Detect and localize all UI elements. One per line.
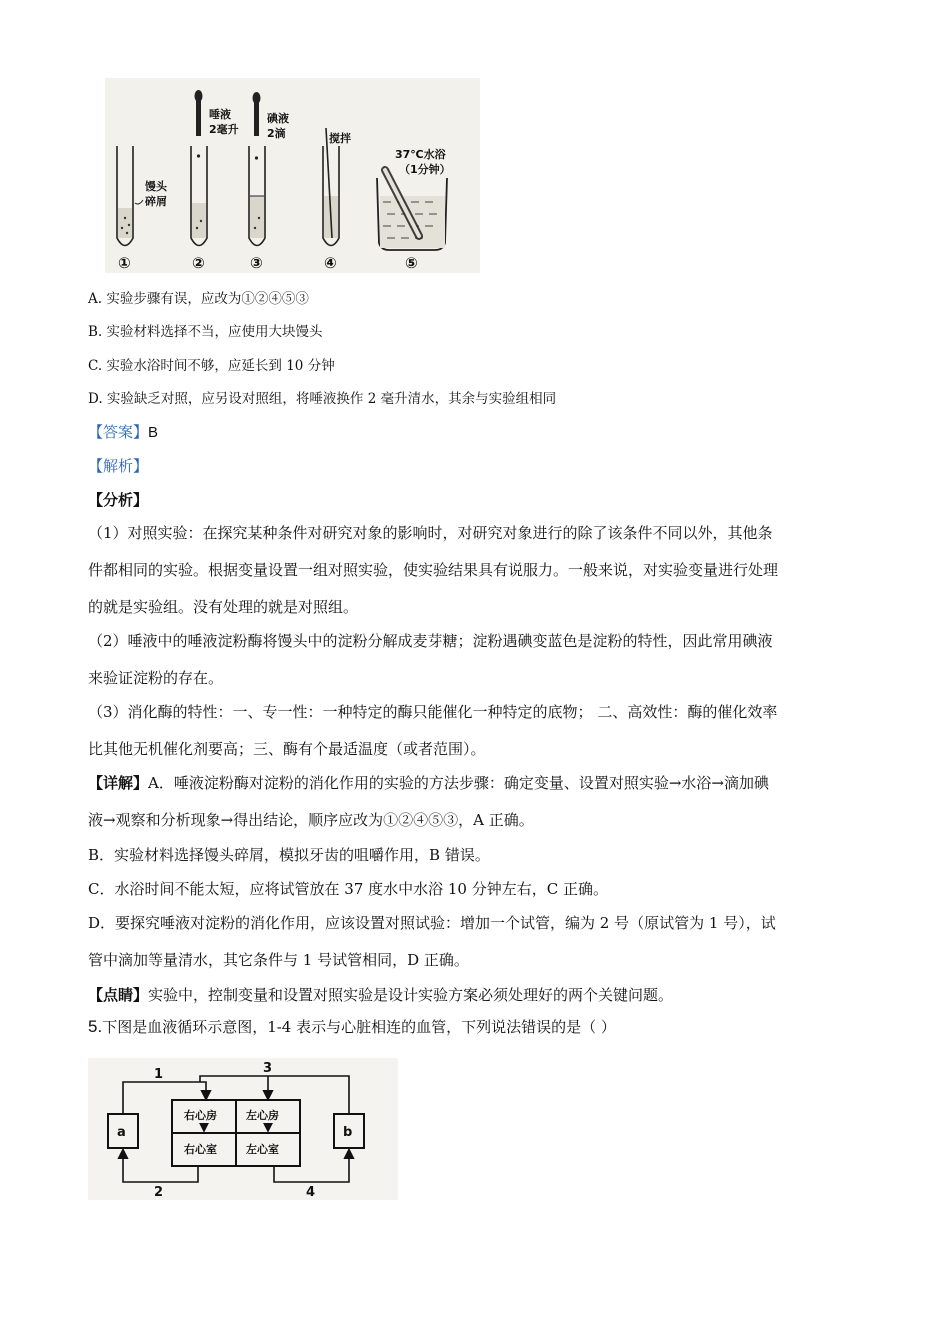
analysis-line: 的就是实验组。没有处理的就是对照组。 (88, 598, 359, 616)
dianjing-tag: 【点睛】 (88, 986, 149, 1004)
option-b: B. 实验材料选择不当，应使用大块馒头 (88, 324, 323, 340)
tube-number-4: ④ (324, 254, 337, 272)
stir-label: 搅拌 (329, 132, 351, 145)
tube-number-1: ① (118, 254, 131, 272)
analysis-line: （2）唾液中的唾液淀粉酶将馒头中的淀粉分解成麦芽糖；淀粉遇碘变蓝色是淀粉的特性，因此常用碘液 (88, 632, 773, 650)
vessel-4-label: 4 (306, 1185, 316, 1200)
analysis-line: （1）对照实验：在探究某种条件对研究对象的影响时，对研究对象进行的除了该条件不同以外，其他条 (88, 524, 773, 542)
jiexi-tag: 【解析】 (88, 457, 149, 475)
question-5 (88, 1017, 616, 1037)
dianjing-line (88, 985, 673, 1005)
analysis-line: 来验证淀粉的存在。 (88, 669, 224, 687)
option-a: A. 实验步骤有误，应改为①②④⑤③ (88, 291, 309, 307)
option-d: D. 实验缺乏对照，应另设对照组，将唾液换作 2 毫升清水，其余与实验组相同 (88, 391, 557, 407)
answer-line (88, 422, 158, 443)
left-ventricle-label: 左心室 (246, 1143, 279, 1156)
detail-line: 液→观察和分析现象→得出结论，顺序应改为①②④⑤③，A 正确。 (88, 811, 534, 829)
blood-circulation-figure (88, 1058, 398, 1200)
detail-line: 管中滴加等量清水，其它条件与 1 号试管相同，D 正确。 (88, 951, 469, 969)
dianjing-text: 实验中，控制变量和设置对照实验是设计实验方案必须处理好的两个关键问题。 (148, 986, 674, 1004)
bath-label: 37℃水浴（1分钟） (395, 148, 451, 176)
detail-text: A．唾液淀粉酶对淀粉的消化作用的实验的方法步骤：确定变量、设置对照实验→水浴→滴加碘 (148, 774, 769, 792)
tube-number-3: ③ (250, 254, 263, 272)
detail-line: D．要探究唾液对淀粉的消化作用，应该设置对照试验：增加一个试管，编为 2 号（原试管为 1 号），试 (88, 914, 776, 932)
left-atrium-label: 左心房 (246, 1109, 279, 1122)
iodine-label: 碘液 2滴 (267, 112, 289, 140)
analysis-line: 件都相同的实验。根据变量设置一组对照实验，使实验结果具有说服力。一般来说，对实验变量进行处理 (88, 561, 779, 579)
box-a-label: a (117, 1125, 126, 1140)
vessel-1-label: 1 (154, 1067, 164, 1082)
mantou-label: 馒头碎屑 (145, 180, 167, 208)
detail-line: C．水浴时间不能太短，应将试管放在 37 度水中水浴 10 分钟左右，C 正确。 (88, 880, 608, 898)
tube-number-5: ⑤ (405, 254, 418, 272)
right-atrium-label: 右心房 (184, 1109, 217, 1122)
experiment-figure (105, 78, 480, 273)
question-text: 下图是血液循环示意图，1-4 表示与心脏相连的血管，下列说法错误的是（ ） (102, 1018, 616, 1036)
detail-line-1 (88, 773, 769, 793)
tube-number-2: ② (192, 254, 205, 272)
analysis-line: （3）消化酶的特性：一、专一性：一种特定的酶只能催化一种特定的底物； 二、高效性：酶的催化效率 (88, 703, 778, 721)
vessel-3-label: 3 (263, 1061, 273, 1076)
fenxi-tag: 【分析】 (88, 491, 149, 509)
detail-line: B．实验材料选择馒头碎屑，模拟牙齿的咀嚼作用，B 错误。 (88, 846, 490, 864)
question-number: 5. (88, 1017, 103, 1036)
box-b-label: b (343, 1125, 353, 1140)
option-c: C. 实验水浴时间不够，应延长到 10 分钟 (88, 358, 335, 374)
right-ventricle-label: 右心室 (184, 1143, 217, 1156)
answer-value: B (148, 424, 159, 441)
detail-tag: 【详解】 (88, 774, 149, 792)
saliva-label: 唾液 2毫升 (209, 108, 239, 136)
answer-tag: 【答案】 (88, 423, 149, 441)
analysis-line: 比其他无机催化剂要高；三、酶有个最适温度（或者范围）。 (88, 740, 486, 758)
vessel-2-label: 2 (154, 1185, 164, 1200)
